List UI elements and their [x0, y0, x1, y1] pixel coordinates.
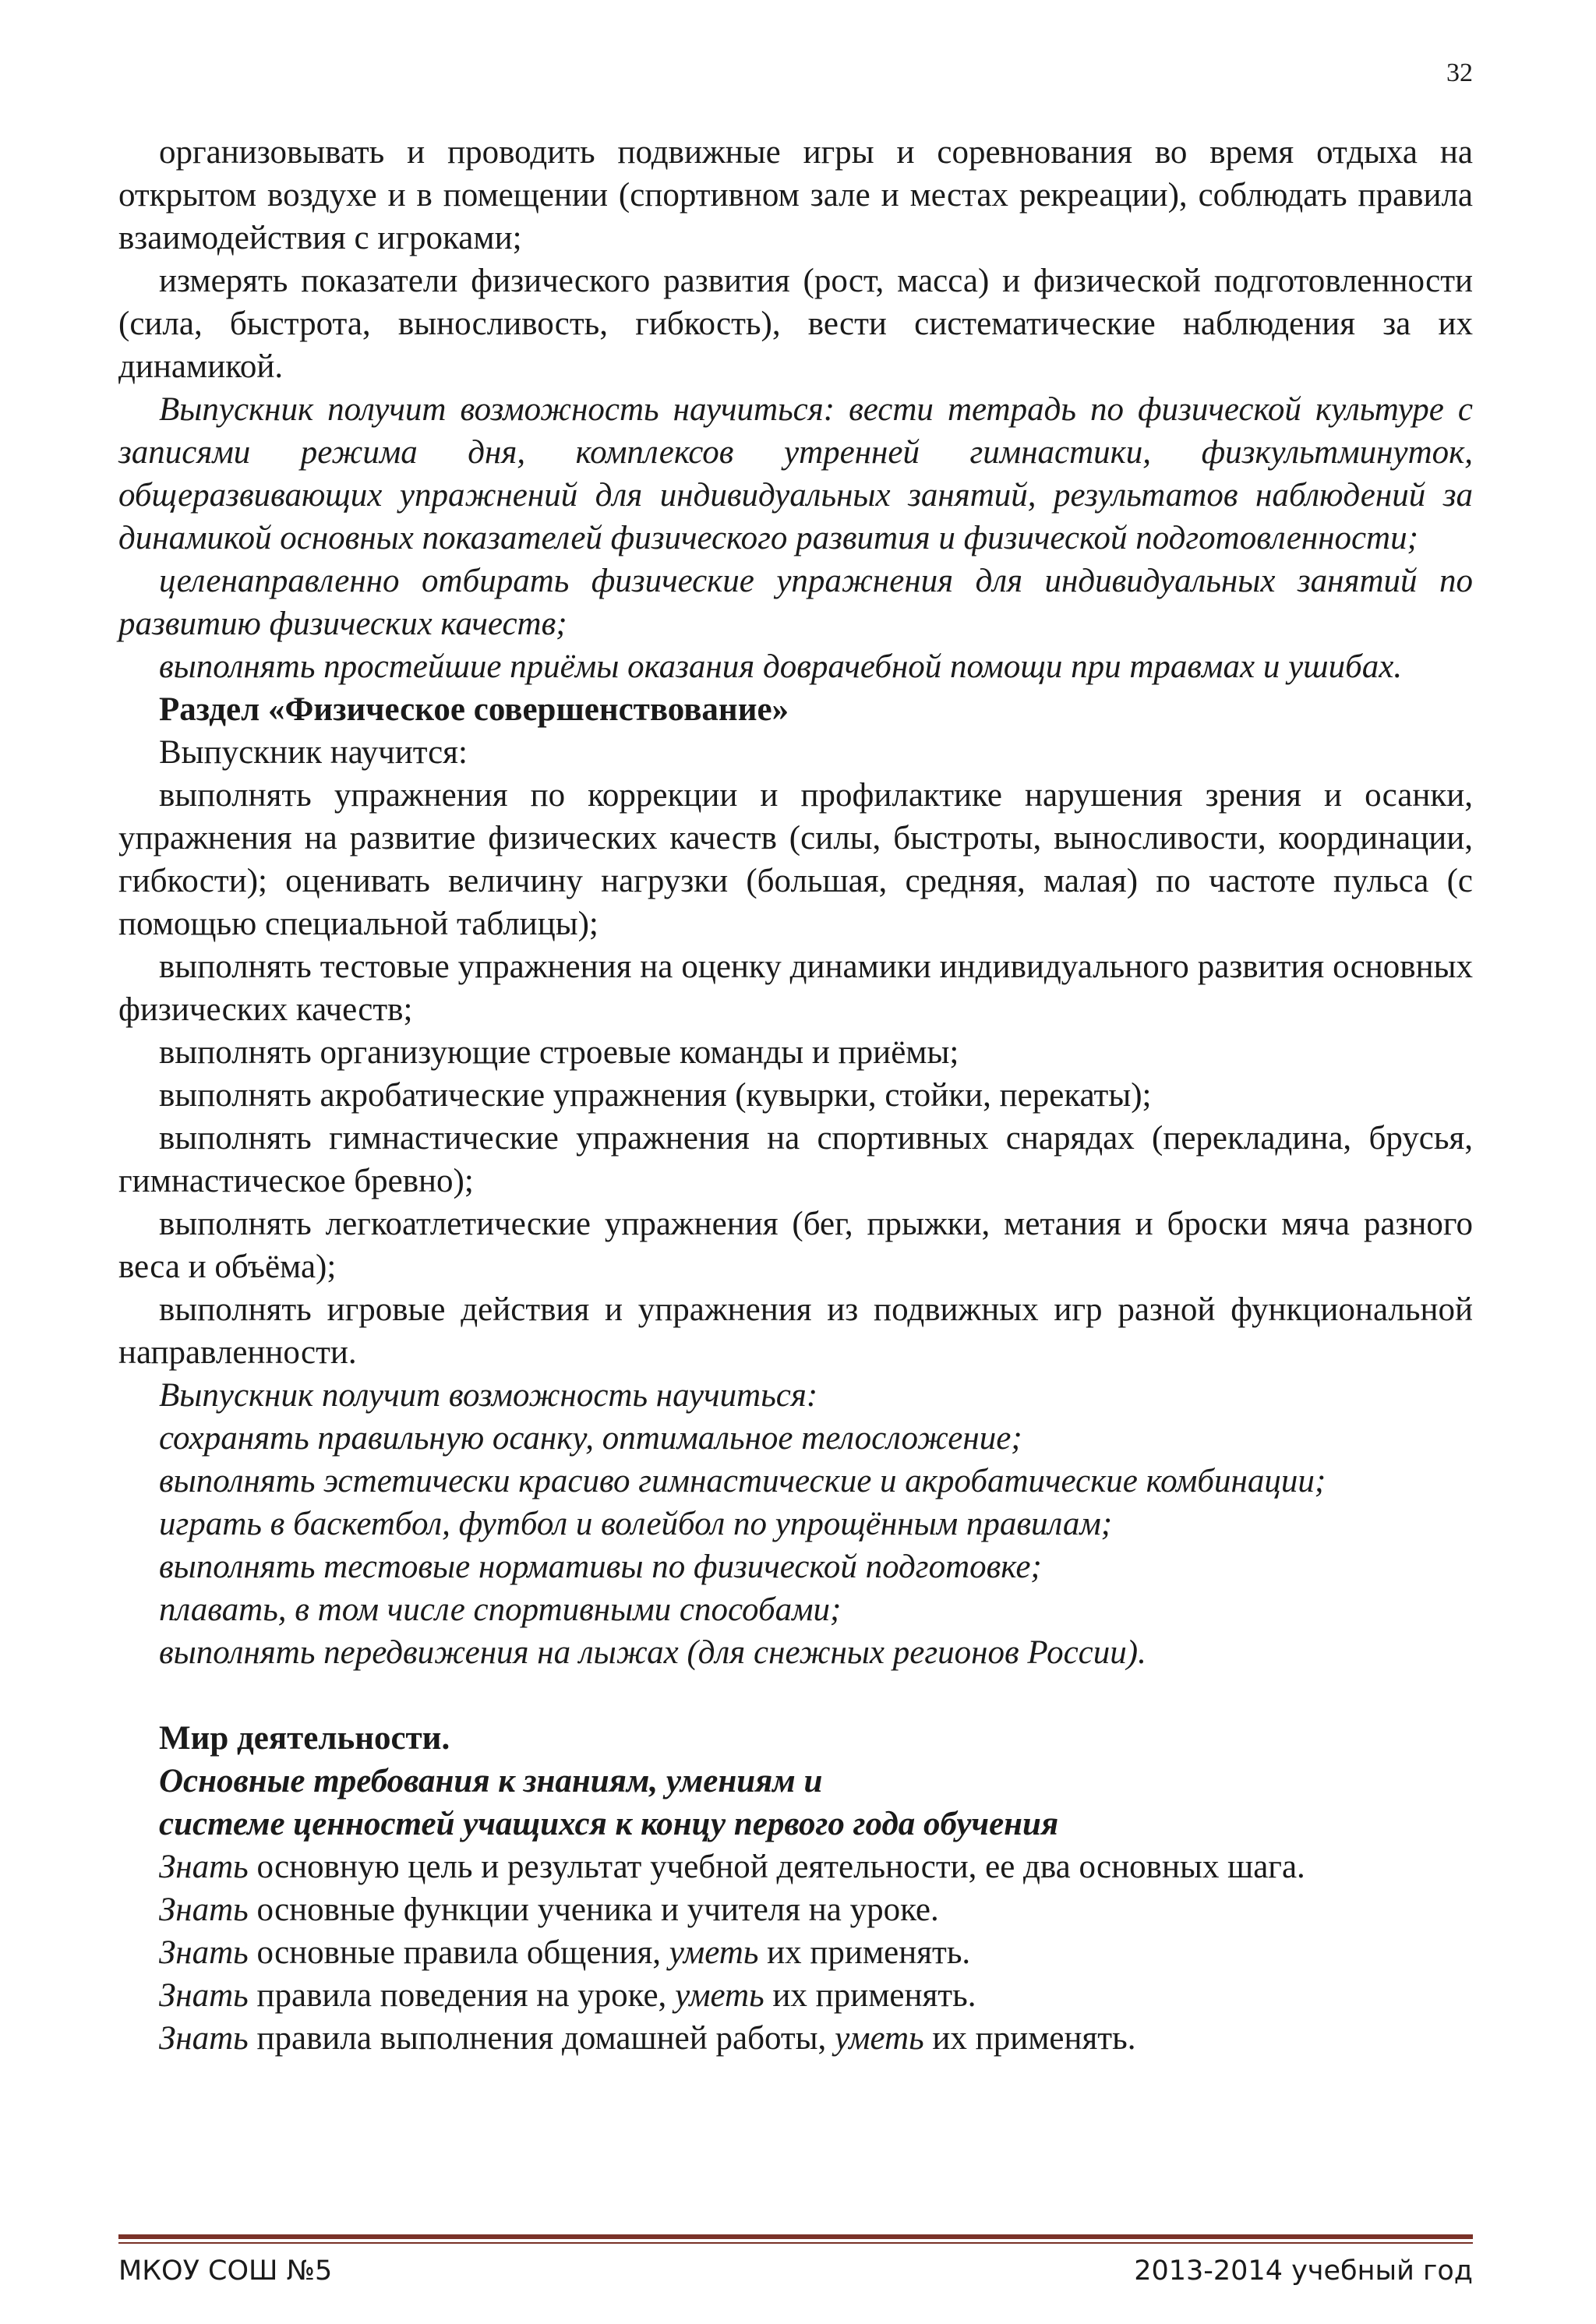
paragraph: выполнять упражнения по коррекции и профилактике нарушения зрения и осанки, упражнения на развитие физических качеств (силы, быстроты, выносливости, координации, гибкости); оценивать величину нагрузки (большая, средняя, малая) по частоте пульса (с помощью специальной таблицы); [118, 777, 1473, 942]
plain-text: основные функции ученика и учителя на уроке. [248, 1891, 939, 1928]
paragraph: выполнять гимнастические упражнения на спортивных снарядах (перекладина, брусья, гимнастическое бревно); [118, 1120, 1473, 1199]
footer-rule-thick [118, 2234, 1473, 2239]
italic-paragraph: играть в баскетбол, футбол и волейбол по упрощённым правилам; [159, 1506, 1113, 1542]
emphasis-text: Знать [159, 1891, 249, 1928]
italic-paragraph: выполнять простейшие приёмы оказания доврачебной помощи при травмах и ушибах. [159, 648, 1403, 685]
plain-text: их применять. [764, 1977, 976, 2014]
page-number: 32 [1446, 58, 1473, 87]
section-heading: Мир деятельности. [159, 1720, 450, 1757]
requirement-line [118, 1931, 1473, 1974]
footer-rule-thin [118, 2242, 1473, 2244]
italic-paragraph: плавать, в том числе спортивными способами; [159, 1591, 842, 1628]
emphasis-text: Знать [159, 1849, 249, 1885]
emphasis-text: Знать [159, 1934, 249, 1971]
plain-text: основные правила общения, [248, 1934, 669, 1971]
plain-text: правила поведения на уроке, [248, 1977, 676, 2014]
emphasis-text: уметь [669, 1934, 759, 1971]
paragraph: Выпускник научится: [159, 734, 468, 771]
italic-paragraph: целенаправленно отбирать физические упражнения для индивидуальных занятий по развитию физических качеств; [118, 563, 1473, 642]
paragraph: выполнять акробатические упражнения (кувырки, стойки, перекаты); [159, 1077, 1152, 1114]
emphasis-text: уметь [675, 1977, 764, 2014]
plain-text: правила выполнения домашней работы, [248, 2020, 835, 2057]
italic-paragraph: сохранять правильную осанку, оптимальное телосложение; [159, 1420, 1022, 1457]
italic-paragraph: выполнять эстетически красиво гимнастические и акробатические комбинации; [159, 1463, 1326, 1499]
emphasis-text: Знать [159, 1977, 249, 2014]
page-content [118, 131, 1473, 2060]
paragraph: выполнять тестовые упражнения на оценку динамики индивидуального развития основных физических качеств; [118, 948, 1473, 1028]
paragraph: выполнять игровые действия и упражнения из подвижных игр разной функциональной направленности. [118, 1291, 1473, 1371]
plain-text: основную цель и результат учебной деятельности, ее два основных шага. [248, 1849, 1305, 1885]
footer-school-name: МКОУ СОШ №5 [118, 2255, 333, 2287]
italic-paragraph: Выпускник получит возможность научиться: [159, 1377, 818, 1414]
section-heading: Раздел «Физическое совершенствование» [159, 691, 789, 728]
footer-school-year: 2013-2014 учебный год [1134, 2255, 1473, 2287]
plain-text: их применять. [758, 1934, 971, 1971]
emphasis-text: уметь [835, 2020, 924, 2057]
requirement-line [118, 1888, 1473, 1931]
paragraph: выполнять легкоатлетические упражнения (бег, прыжки, метания и броски мяча разного веса и объёма); [118, 1206, 1473, 1285]
blank-line [118, 1674, 1473, 1717]
italic-paragraph: выполнять тестовые нормативы по физической подготовке; [159, 1549, 1042, 1585]
section-subheading: системе ценностей учащихся к концу первого года обучения [159, 1806, 1059, 1842]
plain-text: их применять. [923, 2020, 1136, 2057]
requirement-line [118, 1974, 1473, 2017]
paragraph: организовывать и проводить подвижные игры и соревнования во время отдыха на открытом воздухе и в помещении (спортивном зале и местах рекреации), соблюдать правила взаимодействия с игроками; [118, 134, 1473, 256]
paragraph: измерять показатели физического развития (рост, масса) и физической подготовленности (сила, быстрота, выносливость, гибкость), вести систематические наблюдения за их динамикой. [118, 263, 1473, 385]
emphasis-text: Знать [159, 2020, 249, 2057]
section-subheading: Основные требования к знаниям, умениям и [159, 1763, 823, 1800]
italic-paragraph: Выпускник получит возможность научиться: вести тетрадь по физической культуре с записями режима дня, комплексов утренней гимнастики, физкультминуток, общеразвивающих упражнений для индивидуальных занятий, результатов наблюдений за динамикой основных показателей физического развития и физической подготовленности; [118, 391, 1473, 556]
italic-paragraph: выполнять передвижения на лыжах (для снежных регионов России). [159, 1634, 1146, 1671]
requirement-line [118, 1845, 1473, 1888]
paragraph: выполнять организующие строевые команды и приёмы; [159, 1034, 959, 1071]
requirement-line [118, 2017, 1473, 2060]
